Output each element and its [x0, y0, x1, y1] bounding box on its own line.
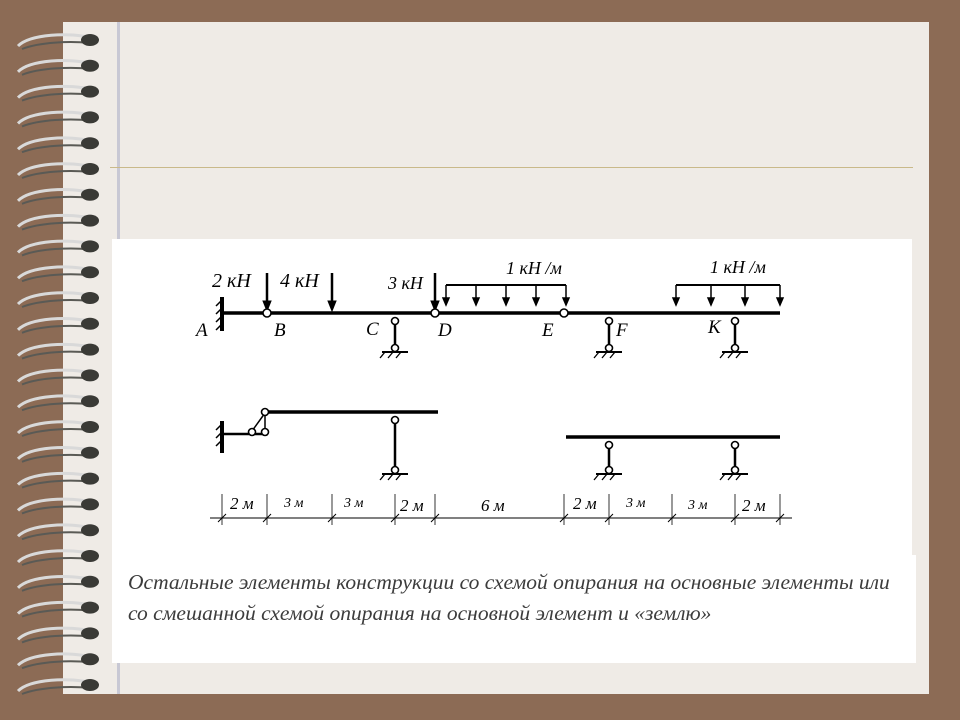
- beam-diagram: [112, 239, 912, 555]
- spiral-coil: [18, 421, 99, 436]
- spiral-coil: [18, 111, 99, 126]
- spiral-coil: [18, 395, 99, 410]
- dimension-label: 2 м: [742, 496, 766, 515]
- spiral-coil: [18, 473, 99, 488]
- caption-panel: [112, 555, 916, 663]
- floor-scheme-left: [216, 409, 438, 481]
- spiral-coil: [18, 163, 99, 178]
- spiral-coil: [18, 34, 99, 49]
- spiral-coil: [18, 86, 99, 101]
- distributed-load-de: [443, 285, 569, 305]
- support-c: [380, 323, 408, 358]
- dimension-label: 3 м: [688, 498, 708, 513]
- spiral-coil: [18, 576, 99, 591]
- caption-text: Остальные элементы конструкции со схемой опирания на основные элементы или со смешанной схемой опирания на основной элемент и «землю»: [128, 570, 890, 625]
- spiral-coil: [18, 266, 99, 281]
- load-arrow-4kn: [328, 273, 336, 311]
- load-label-2kn: 2 кН: [212, 270, 251, 292]
- load-label-3kn: 3 кН: [388, 273, 423, 293]
- spiral-coil: [18, 344, 99, 359]
- floor-scheme-right: [566, 437, 780, 480]
- spiral-coil: [18, 137, 99, 152]
- dimension-label: 3 м: [284, 496, 304, 511]
- spiral-coil: [18, 447, 99, 462]
- point-label-k: K: [708, 317, 721, 338]
- dimension-label: 6 м: [481, 496, 505, 515]
- load-label-4kn: 4 кН: [280, 270, 319, 292]
- point-label-b: B: [274, 320, 286, 341]
- point-label-a: A: [196, 320, 208, 341]
- diagram-panel: [112, 239, 912, 555]
- spiral-coil: [18, 215, 99, 230]
- load-label-q2: 1 кН /м: [710, 257, 766, 277]
- spiral-coil: [18, 189, 99, 204]
- hinge-b: [263, 309, 271, 317]
- point-label-f: F: [616, 320, 628, 341]
- point-label-d: D: [438, 320, 452, 341]
- point-label-e: E: [542, 320, 554, 341]
- hinge-d: [431, 309, 439, 317]
- spiral-coil: [18, 524, 99, 539]
- dimension-label: 2 м: [573, 494, 597, 513]
- spiral-coil: [18, 318, 99, 333]
- load-arrow-2kn: [263, 273, 271, 311]
- spiral-coil: [18, 627, 99, 642]
- load-label-q1: 1 кН /м: [506, 258, 562, 278]
- dimension-label: 2 м: [230, 494, 254, 513]
- spiral-coil: [18, 369, 99, 384]
- load-arrow-3kn: [431, 273, 439, 311]
- spiral-coil: [18, 240, 99, 255]
- spiral-coil: [18, 679, 99, 694]
- dimension-label: 3 м: [344, 496, 364, 511]
- spiral-coil: [18, 292, 99, 307]
- hinge-e: [560, 309, 568, 317]
- rule-line: [110, 167, 913, 168]
- spiral-coil: [18, 653, 99, 668]
- dimension-label: 3 м: [626, 496, 646, 511]
- dimension-label: 2 м: [400, 496, 424, 515]
- spiral-binding: [0, 0, 112, 720]
- spiral-coil: [18, 498, 99, 513]
- point-label-c: C: [366, 319, 379, 340]
- distributed-load-k: [673, 285, 783, 305]
- spiral-coil: [18, 602, 99, 617]
- spiral-coil: [18, 60, 99, 75]
- spiral-coil: [18, 550, 99, 565]
- support-k: [720, 323, 748, 358]
